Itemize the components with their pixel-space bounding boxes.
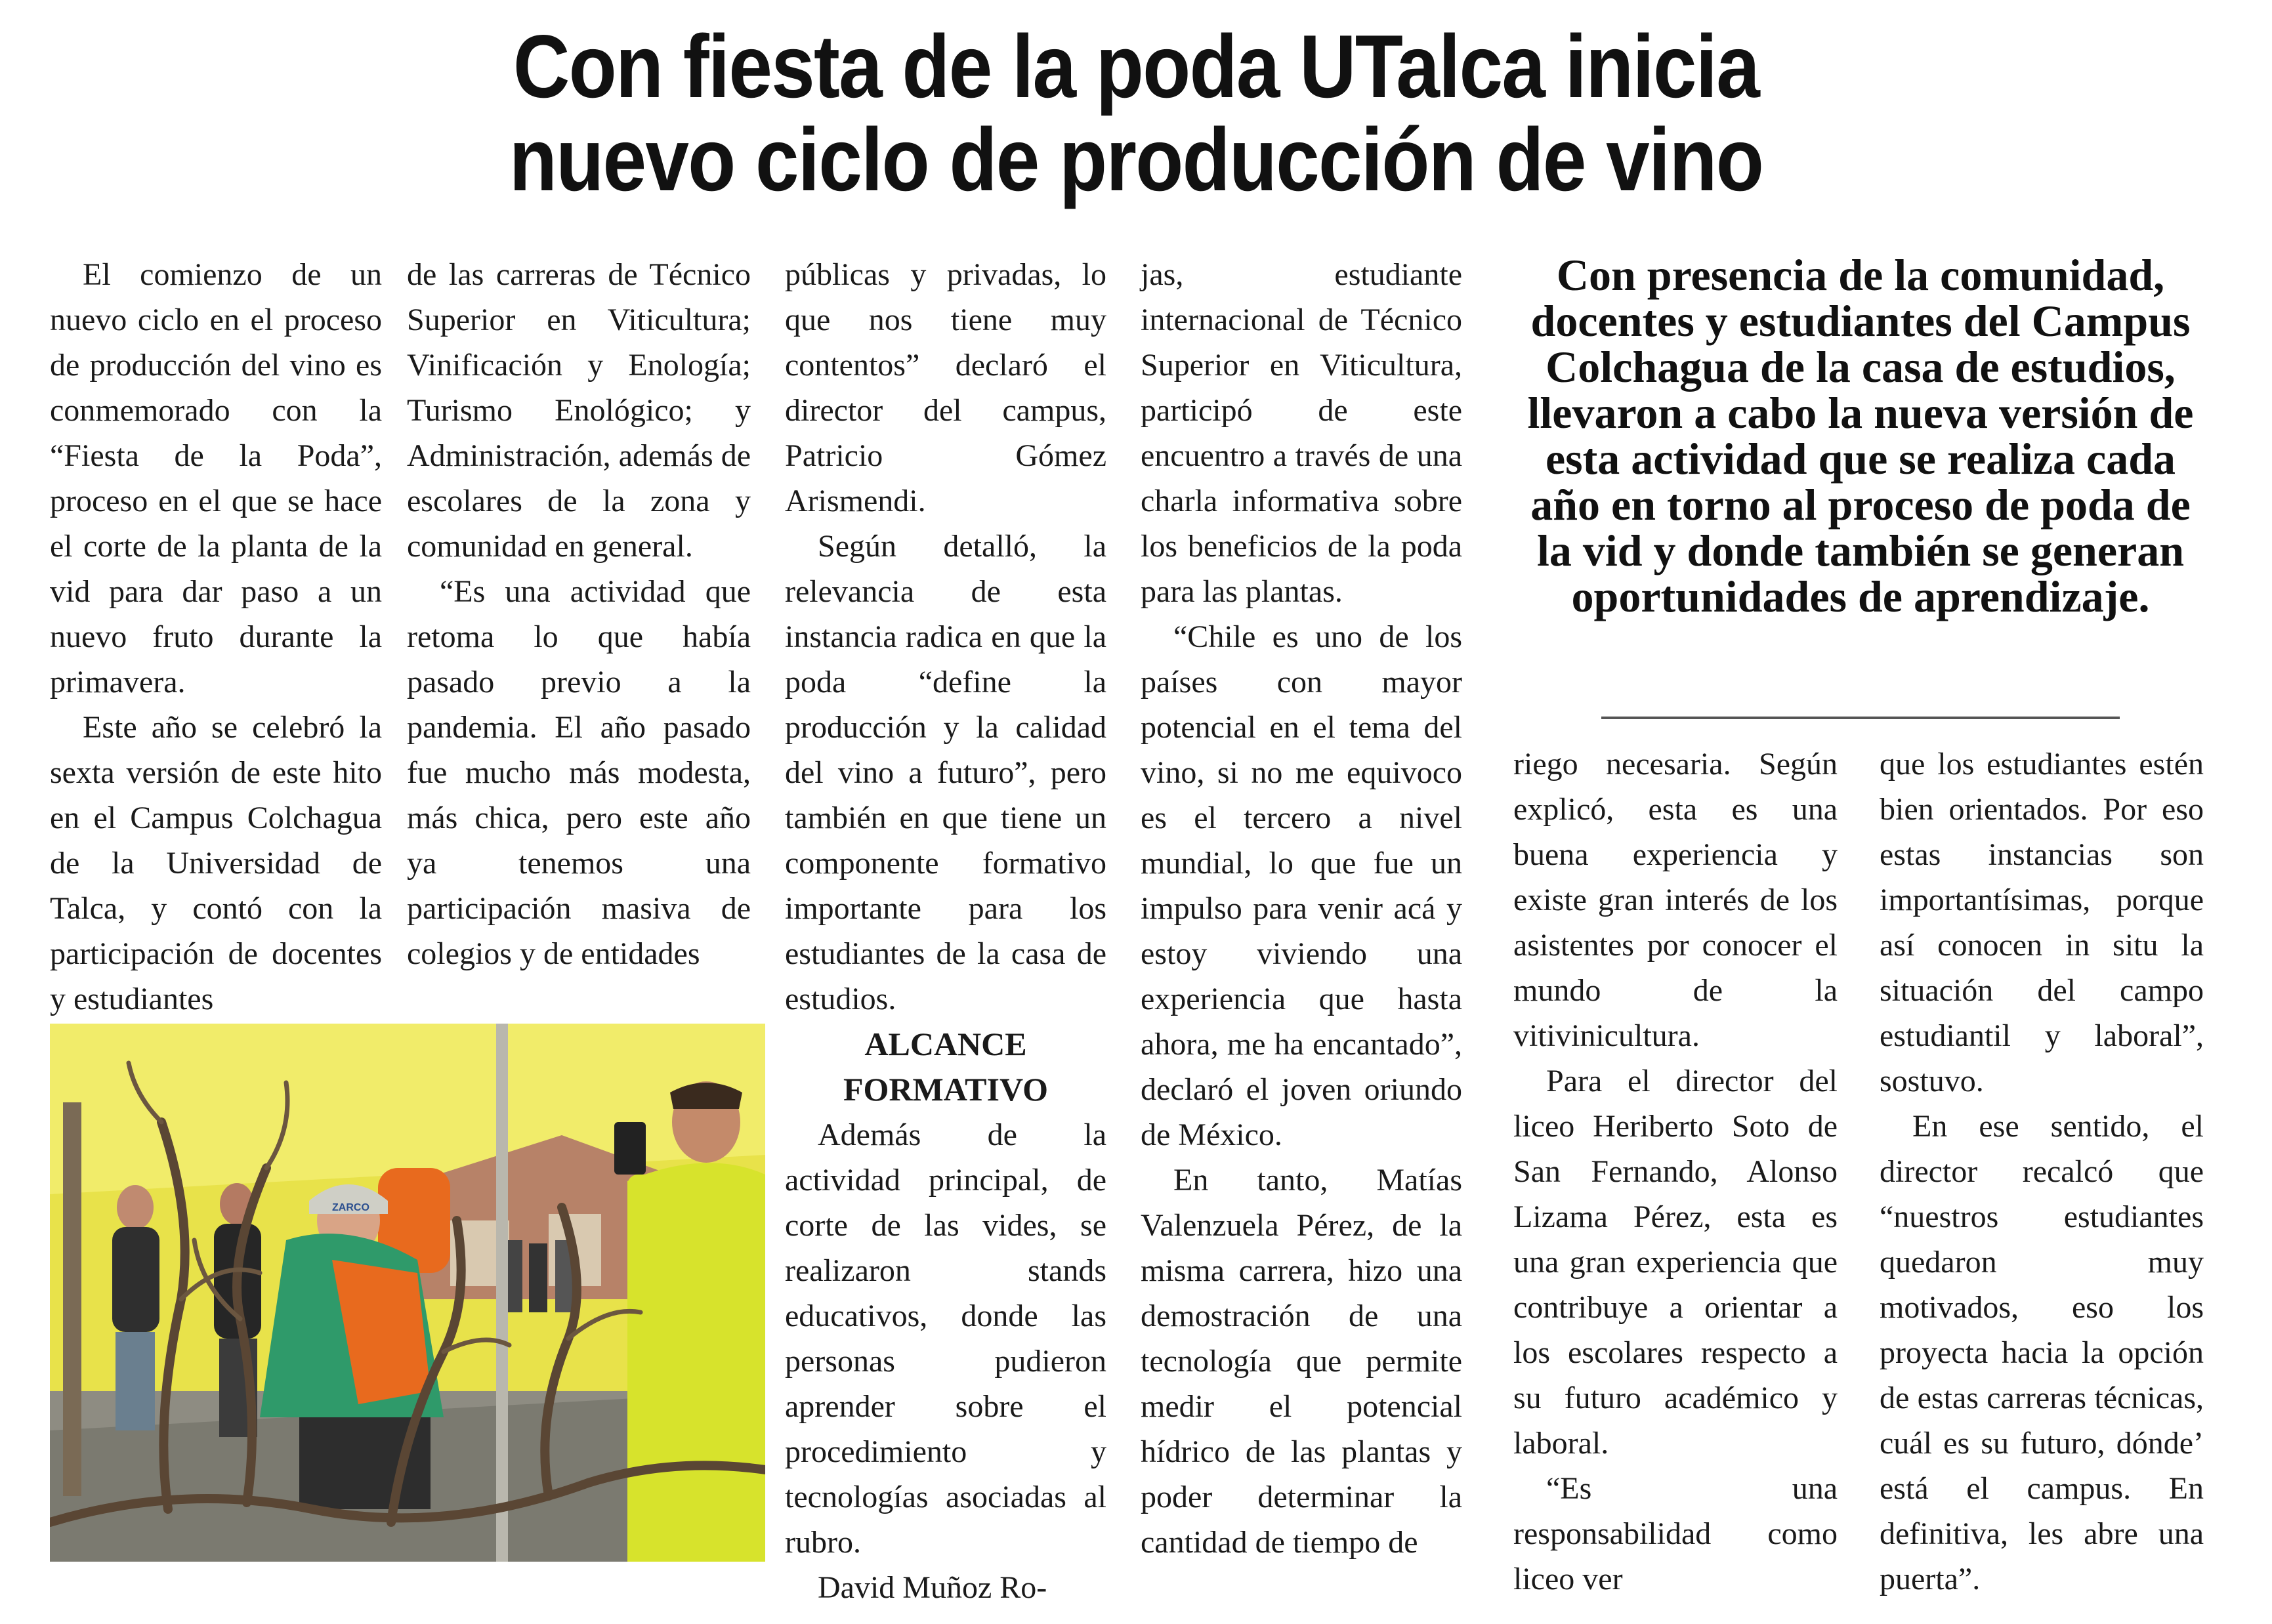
paragraph: David Muñoz Ro- <box>818 1570 1047 1605</box>
article-column-2 <box>407 252 751 976</box>
paragraph: de las carreras de Técnico Superior en Viticultura; Vinificación y Enología; Turismo Enológico; y Administración, además de escolares de la zona y comunidad en general. <box>407 257 751 564</box>
article-column-4 <box>1141 252 1462 1565</box>
deck-summary: Con presencia de la comunidad, docentes y estudiantes del Campus Colchagua de la casa de estudios, llevaron a cabo la nueva versión de esta actividad que se realiza cada año en torno al proceso de poda de la vid y donde también se generan oportunidades de aprendizaje. <box>1527 250 2194 621</box>
article-column-5 <box>1513 741 1838 1602</box>
paragraph: “Chile es uno de los países con mayor potencial en el tema del vino, si no me equivoco es el tercero a nivel mundial, lo que fue un impulso para venir acá y estoy viviendo una experiencia que hasta ahora, me ha encantado”, declaró el joven oriundo de México. <box>1141 619 1462 1152</box>
paragraph: que los estudiantes estén bien orientados. Por eso estas instancias son importantísimas, porque así conocen in situ la situación del campo estudiantil y laboral”, sostuvo. <box>1880 747 2204 1098</box>
paragraph: En tanto, Matías Valenzuela Pérez, de la misma carrera, hizo una demostración de una tecnología que permite medir el potencial hídrico de las plantas y poder determinar la cantidad de tiempo de <box>1141 1163 1462 1560</box>
headline-line-1: Con fiesta de la poda UTalca inicia <box>513 16 1759 116</box>
paragraph: El comienzo de un nuevo ciclo en el proceso de producción del vino es conmemorado con la “Fiesta de la Poda”, proceso en el que se hace el corte de la planta de la vid para dar paso a un nuevo fruto durante la primavera. <box>50 257 382 699</box>
photo-illustration <box>50 1024 765 1562</box>
paragraph: jas, estudiante internacional de Técnico Superior en Viticultura, participó de este encuentro a través de una charla informativa sobre los beneficios de la poda para las plantas. <box>1141 257 1462 609</box>
article-column-3 <box>785 252 1106 1610</box>
news-photo-vine-pruning <box>50 1024 765 1562</box>
headline <box>137 16 2136 209</box>
section-subhead: ALCANCE FORMATIVO <box>843 1026 1048 1108</box>
article-column-6 <box>1880 741 2204 1602</box>
paragraph: “Es una actividad que retoma lo que había pasado previo a la pandemia. El año pasado fue mucho más modesta, más chica, pero este año ya tenemos una participación masiva de colegios y de entidades <box>407 574 751 971</box>
paragraph: Según detalló, la relevancia de esta instancia radica en que la poda “define la producción y la calidad del vino a futuro”, pero también en que tiene un componente formativo importante para los estudiantes de la casa de estudios. <box>785 529 1106 1016</box>
paragraph: En ese sentido, el director recalcó que “nuestros estudiantes quedaron muy motivados, eso los proyecta hacia la opción de estas carreras técnicas, cuál es su futuro, dónde’ está el campus. En definitiva, les abre una puerta”. <box>1880 1109 2204 1596</box>
paragraph: públicas y privadas, lo que nos tiene muy contentos” declaró el director del campus, Patricio Gómez Arismendi. <box>785 257 1106 518</box>
article-column-1 <box>50 252 382 1022</box>
deck-divider <box>1601 717 2120 719</box>
paragraph: Además de la actividad principal, de corte de las vides, se realizaron stands educativos, donde las personas pudieron aprender sobre el procedimiento y tecnologías asociadas al rubro. <box>785 1117 1106 1560</box>
paragraph: riego necesaria. Según explicó, esta es una buena experiencia y existe gran interés de los asistentes por conocer el mundo de la vitivinicultura. <box>1513 747 1838 1053</box>
headline-line-2: nuevo ciclo de producción de vino <box>509 110 1763 209</box>
cap-logo-text: ZARCO <box>332 1202 369 1213</box>
paragraph: Este año se celebró la sexta versión de este hito en el Campus Colchagua de la Universidad de Talca, y contó con la participación de docentes y estudiantes <box>50 710 382 1016</box>
paragraph: Para el director del liceo Heriberto Soto de San Fernando, Alonso Lizama Pérez, esta es una gran experiencia que contribuye a orientar a los escolares respecto a su futuro académico y laboral. <box>1513 1064 1838 1461</box>
paragraph: “Es una responsabilidad como liceo ver <box>1513 1471 1838 1596</box>
